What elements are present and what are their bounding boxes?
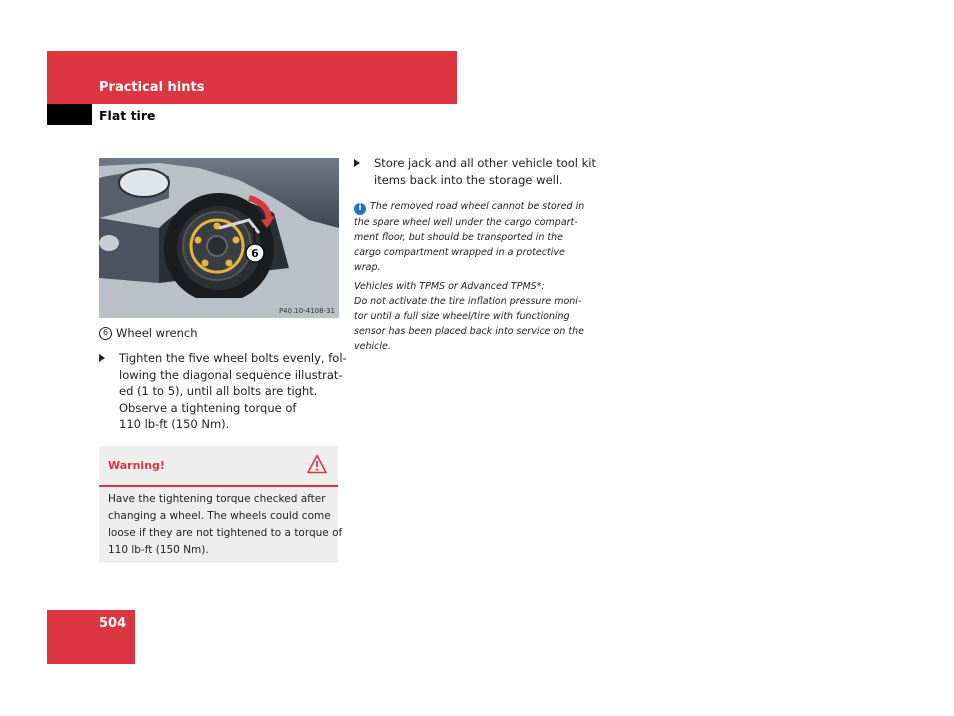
info-line: ment floor, but should be transported in the: [354, 231, 563, 243]
figure-code: P40.10-4108-31: [278, 307, 335, 315]
wheel-figure: [99, 158, 339, 318]
info-note: [354, 199, 594, 275]
page-number: 504: [99, 616, 127, 631]
warning-text: [108, 491, 343, 559]
page-number-box: [47, 610, 135, 664]
instruction-line: 110 lb-ft (150 Nm).: [119, 417, 230, 431]
instruction-line: Observe a tightening torque of: [119, 400, 297, 415]
warning-triangle-icon: [307, 454, 327, 474]
figure-callout-6: 6: [251, 247, 259, 260]
warning-box: [99, 446, 343, 563]
warning-line: changing a wheel. The wheels could come: [108, 510, 331, 522]
tpms-line: sensor has been placed back into service on the: [354, 326, 584, 337]
warning-label: Warning!: [108, 459, 165, 472]
tpms-line: vehicle.: [354, 341, 391, 352]
caption-label: Wheel wrench: [116, 326, 198, 340]
section-title: Practical hints: [99, 80, 205, 95]
tpms-line: Do not activate the tire inflation pressure moni-: [354, 296, 582, 307]
tpms-line: Vehicles with TPMS or Advanced TPMS*:: [354, 281, 545, 292]
instruction-line: items back into the storage well.: [374, 172, 563, 187]
store-jack-instruction: [354, 155, 599, 188]
tpms-line: tor until a full size wheel/tire with functioning: [354, 311, 570, 322]
wheel-illustration: [99, 158, 339, 318]
info-icon: i: [354, 203, 366, 215]
info-line: The removed road wheel cannot be stored in: [370, 201, 585, 212]
tpms-note: [354, 279, 594, 354]
info-line: cargo compartment wrapped in a protective: [354, 246, 565, 258]
instruction-line: Store jack and all other vehicle tool kit: [374, 156, 597, 170]
warning-header: [99, 446, 338, 487]
page-subtitle: Flat tire: [99, 108, 156, 123]
bullet-arrow-icon: [99, 354, 105, 362]
info-line: wrap.: [354, 261, 381, 273]
instruction-line: Tighten the five wheel bolts evenly, fol-: [119, 351, 347, 365]
instruction-line: lowing the diagonal sequence illustrat-: [119, 367, 343, 382]
tighten-bolts-instruction: [99, 350, 347, 433]
section-tab-marker: [47, 104, 92, 125]
warning-line: 110 lb-ft (150 Nm).: [108, 544, 209, 556]
figure-caption: [99, 326, 198, 340]
info-line: the spare wheel well under the cargo compart-: [354, 216, 578, 228]
header-bar: [47, 51, 457, 104]
instruction-line: ed (1 to 5), until all bolts are tight.: [119, 384, 318, 398]
warning-line: loose if they are not tightened to a torque of: [108, 527, 343, 539]
warning-line: Have the tightening torque checked after: [108, 493, 326, 505]
bullet-arrow-icon: [354, 159, 360, 167]
caption-number: 6: [99, 327, 112, 340]
